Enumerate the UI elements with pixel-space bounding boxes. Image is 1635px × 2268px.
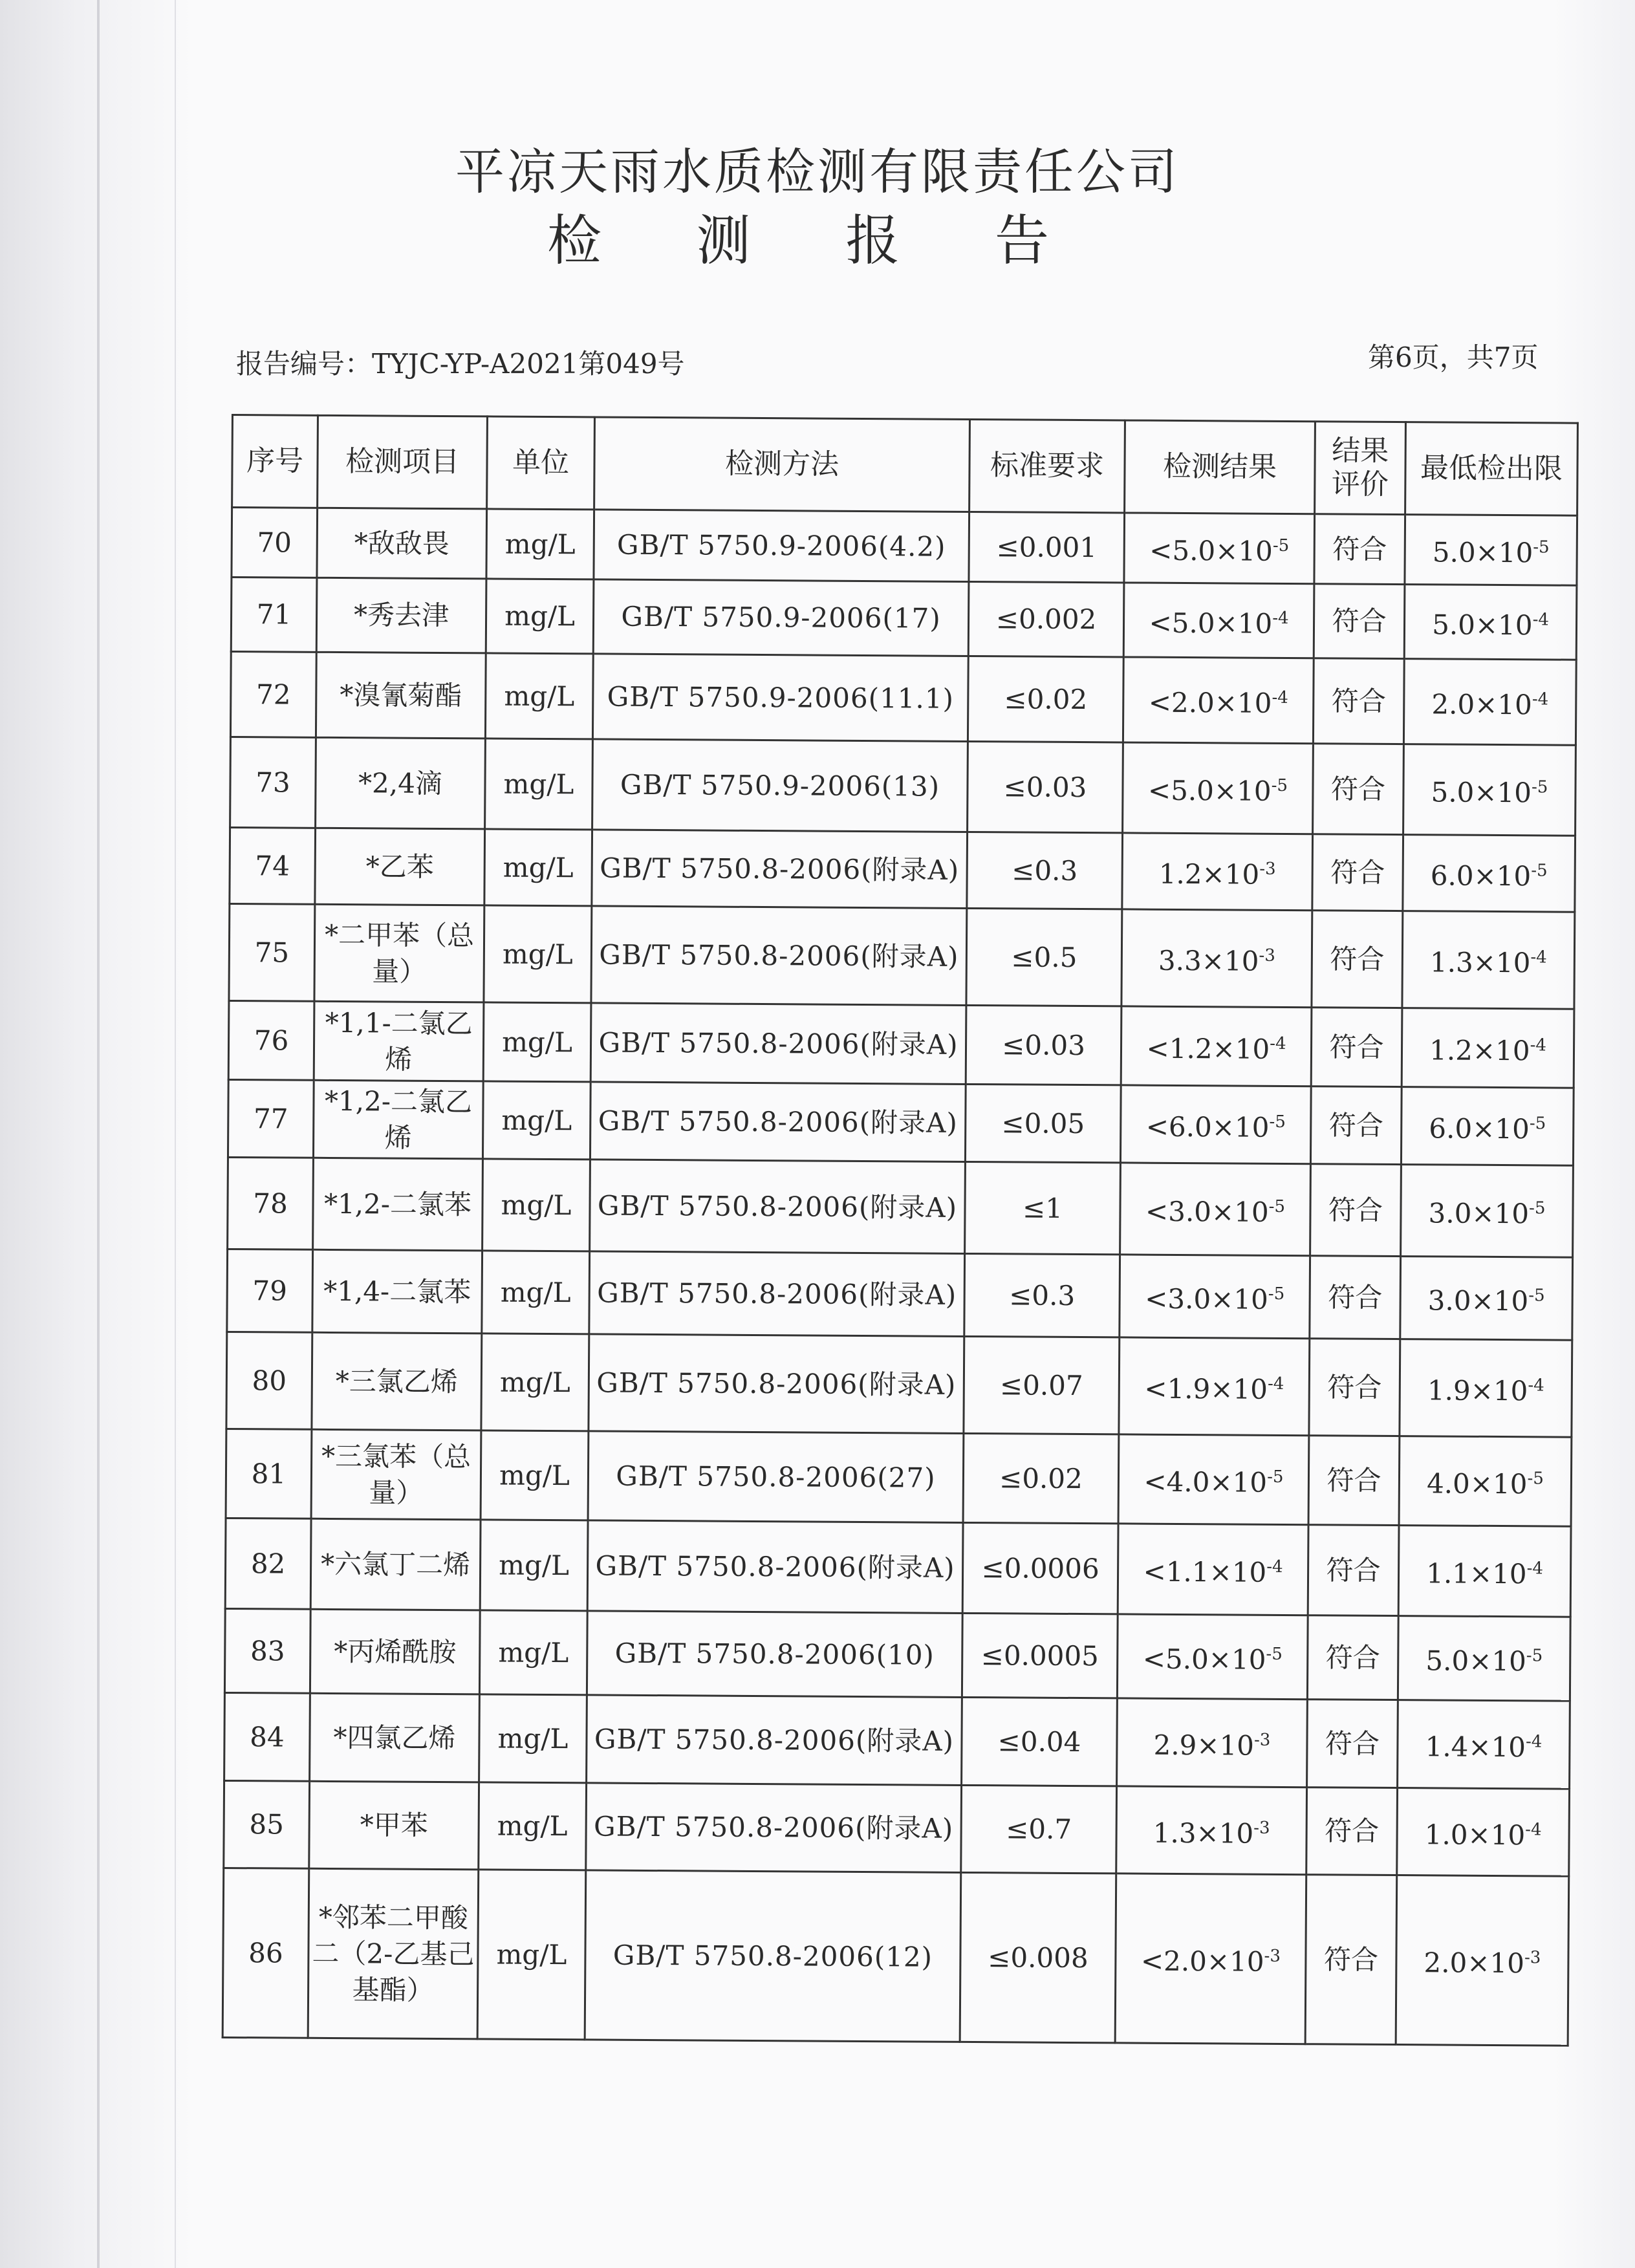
- test-item: *邻苯二甲酸二（2-乙基己基酯）: [308, 1868, 479, 2039]
- test-item: *六氯丁二烯: [310, 1518, 481, 1610]
- row-number: 85: [224, 1780, 310, 1868]
- result-cell: [1123, 742, 1314, 834]
- evaluation-cell: 符合: [1306, 1787, 1398, 1875]
- row-number: 73: [230, 737, 316, 828]
- table-row: [232, 508, 1577, 586]
- col-header-evaluation: 结果评价: [1315, 422, 1406, 515]
- limit-cell-exponent: -5: [1531, 777, 1548, 797]
- result-cell-exponent: -5: [1272, 535, 1290, 556]
- result-cell: [1117, 1614, 1308, 1700]
- standard-cell: ≤0.002: [968, 581, 1124, 656]
- method-cell: GB/T 5750.8-2006(10): [587, 1611, 962, 1698]
- result-cell-mantissa: <2.0×10: [1140, 1945, 1264, 1978]
- result-cell: [1122, 833, 1313, 911]
- standard-cell: ≤1: [965, 1161, 1121, 1254]
- result-cell-mantissa: 1.3×10: [1153, 1817, 1254, 1850]
- limit-cell-exponent: -5: [1527, 1469, 1544, 1489]
- unit-cell: mg/L: [479, 1782, 587, 1870]
- test-item: *1,1-二氯乙烯: [314, 1001, 484, 1081]
- result-cell-exponent: -5: [1266, 1644, 1283, 1664]
- result-cell-mantissa: <5.0×10: [1149, 534, 1273, 567]
- method-cell: GB/T 5750.8-2006(27): [588, 1431, 964, 1523]
- row-number: 77: [228, 1079, 314, 1158]
- result-cell: [1120, 1085, 1311, 1164]
- table-row: [224, 1692, 1570, 1789]
- method-cell: GB/T 5750.8-2006(附录A): [591, 906, 967, 1006]
- standard-cell: ≤0.001: [969, 512, 1125, 582]
- test-item: *秀去津: [316, 578, 486, 653]
- test-item: *2,4滴: [316, 737, 486, 829]
- standard-cell: ≤0.5: [966, 908, 1122, 1006]
- row-number: 82: [225, 1518, 311, 1609]
- result-cell-exponent: -3: [1253, 1818, 1270, 1838]
- unit-cell: mg/L: [482, 1159, 590, 1251]
- result-cell-exponent: -4: [1267, 1374, 1284, 1394]
- method-cell: GB/T 5750.9-2006(13): [592, 739, 968, 832]
- evaluation-cell: 符合: [1310, 1164, 1402, 1257]
- row-number: 80: [226, 1332, 312, 1429]
- row-number: 78: [228, 1157, 314, 1249]
- table-row: [227, 1249, 1573, 1340]
- result-cell-mantissa: <3.0×10: [1145, 1195, 1269, 1228]
- standard-cell: ≤0.07: [964, 1336, 1120, 1434]
- result-cell-mantissa: 2.9×10: [1153, 1729, 1255, 1762]
- evaluation-cell: 符合: [1310, 1086, 1402, 1165]
- standard-cell: ≤0.02: [968, 656, 1123, 742]
- evaluation-cell: 符合: [1312, 834, 1403, 911]
- limit-cell-mantissa: 6.0×10: [1429, 1112, 1530, 1145]
- report-number: 报告编号：TYJC-YP-A2021第049号: [236, 348, 685, 380]
- result-cell: [1119, 1337, 1310, 1436]
- evaluation-cell: 符合: [1310, 1256, 1401, 1339]
- limit-cell: [1398, 1700, 1570, 1789]
- result-cell: [1118, 1434, 1309, 1525]
- test-item: *1,2-二氯乙烯: [313, 1080, 483, 1159]
- test-item: *二甲苯（总量）: [314, 904, 484, 1002]
- limit-cell-exponent: -4: [1525, 1819, 1542, 1839]
- unit-cell: mg/L: [485, 739, 593, 830]
- col-header-result: 检测结果: [1125, 420, 1316, 514]
- limit-cell: [1398, 1526, 1571, 1617]
- test-item: *敌敌畏: [317, 508, 487, 579]
- col-header-method: 检测方法: [594, 417, 970, 512]
- row-number: 71: [231, 578, 317, 653]
- table-row: [224, 1780, 1570, 1876]
- table-row: [224, 1608, 1570, 1701]
- method-cell: GB/T 5750.8-2006(附录A): [590, 1160, 966, 1254]
- row-number: 84: [224, 1692, 310, 1781]
- limit-cell: [1396, 1875, 1569, 2046]
- unit-cell: mg/L: [477, 1870, 586, 2040]
- limit-cell-mantissa: 2.0×10: [1431, 688, 1532, 721]
- page-indicator: 第6页，共7页: [1368, 341, 1539, 373]
- evaluation-cell: 符合: [1305, 1875, 1397, 2045]
- standard-cell: ≤0.0006: [962, 1522, 1118, 1614]
- method-cell: GB/T 5750.8-2006(附录A): [592, 830, 968, 909]
- col-header-unit: 单位: [487, 416, 595, 510]
- standard-cell: ≤0.7: [961, 1785, 1117, 1873]
- evaluation-cell: 符合: [1307, 1700, 1398, 1788]
- limit-cell: [1402, 1008, 1574, 1088]
- table-row: [228, 1079, 1574, 1165]
- limit-cell: [1405, 515, 1577, 586]
- evaluation-cell: 符合: [1313, 658, 1404, 744]
- standard-cell: ≤0.02: [963, 1433, 1119, 1523]
- limit-cell-mantissa: 5.0×10: [1431, 776, 1532, 809]
- standard-cell: ≤0.3: [967, 832, 1123, 909]
- limit-cell-exponent: -4: [1525, 1732, 1543, 1752]
- row-number: 72: [230, 652, 316, 738]
- method-cell: GB/T 5750.8-2006(附录A): [586, 1783, 962, 1873]
- result-cell-mantissa: <1.1×10: [1143, 1555, 1267, 1588]
- result-cell-exponent: -3: [1259, 859, 1276, 879]
- limit-cell-mantissa: 6.0×10: [1430, 859, 1532, 892]
- limit-cell-exponent: -4: [1526, 1559, 1544, 1579]
- result-cell: [1120, 1255, 1310, 1339]
- limit-cell-exponent: -5: [1528, 1198, 1546, 1218]
- col-header-standard: 标准要求: [969, 419, 1125, 512]
- result-cell-exponent: -5: [1271, 775, 1288, 795]
- unit-cell: mg/L: [479, 1694, 587, 1783]
- report-title: 检 测 报 告: [547, 209, 1088, 272]
- result-cell: [1115, 1874, 1306, 2044]
- unit-cell: mg/L: [480, 1520, 588, 1611]
- limit-cell-mantissa: 1.9×10: [1427, 1374, 1528, 1407]
- results-table: [222, 414, 1579, 2047]
- table-row: [231, 578, 1577, 660]
- evaluation-cell: 符合: [1309, 1339, 1400, 1436]
- table-row: [226, 1332, 1572, 1437]
- evaluation-cell: 符合: [1313, 744, 1404, 835]
- limit-cell-exponent: -4: [1528, 1376, 1544, 1396]
- company-name: 平凉天雨水质检测有限责任公司: [455, 143, 1180, 200]
- test-item: *四氯乙烯: [310, 1693, 480, 1782]
- result-cell-mantissa: 3.3×10: [1158, 944, 1259, 977]
- unit-cell: mg/L: [484, 905, 592, 1003]
- method-cell: GB/T 5750.8-2006(附录A): [587, 1695, 962, 1786]
- result-cell: [1116, 1786, 1307, 1875]
- limit-cell-mantissa: 3.0×10: [1427, 1284, 1529, 1317]
- test-item: *1,4-二氯苯: [312, 1249, 482, 1334]
- unit-cell: mg/L: [482, 1251, 590, 1334]
- limit-cell: [1397, 1788, 1570, 1877]
- method-cell: GB/T 5750.8-2006(附录A): [587, 1520, 963, 1614]
- table-row: [225, 1518, 1571, 1617]
- limit-cell-exponent: -4: [1530, 947, 1547, 967]
- limit-cell: [1401, 1087, 1574, 1166]
- result-cell-exponent: -5: [1268, 1284, 1285, 1304]
- unit-cell: mg/L: [486, 579, 594, 654]
- row-number: 74: [230, 827, 316, 904]
- row-number: 70: [232, 508, 318, 578]
- result-cell-exponent: -3: [1264, 1946, 1281, 1966]
- limit-cell: [1400, 1257, 1573, 1341]
- unit-cell: mg/L: [481, 1334, 589, 1431]
- method-cell: GB/T 5750.9-2006(17): [593, 579, 969, 656]
- result-cell: [1121, 909, 1312, 1008]
- limit-cell-exponent: -5: [1533, 537, 1550, 557]
- table-row: [228, 1157, 1574, 1257]
- result-cell-exponent: -4: [1272, 687, 1288, 707]
- standard-cell: ≤0.05: [965, 1084, 1121, 1162]
- result-cell-exponent: -4: [1272, 608, 1289, 628]
- method-cell: GB/T 5750.8-2006(附录A): [589, 1334, 964, 1434]
- result-cell-exponent: -3: [1253, 1730, 1271, 1750]
- limit-cell-exponent: -5: [1526, 1646, 1543, 1666]
- method-cell: GB/T 5750.8-2006(附录A): [590, 1082, 966, 1162]
- result-cell-mantissa: <5.0×10: [1147, 774, 1272, 807]
- test-item: *1,2-二氯苯: [313, 1158, 483, 1251]
- standard-cell: ≤0.3: [964, 1253, 1120, 1337]
- unit-cell: mg/L: [485, 653, 593, 739]
- limit-cell-mantissa: 1.4×10: [1425, 1731, 1526, 1764]
- unit-cell: mg/L: [479, 1610, 587, 1695]
- result-cell-mantissa: <5.0×10: [1142, 1643, 1266, 1676]
- method-cell: GB/T 5750.8-2006(附录A): [589, 1251, 965, 1337]
- limit-cell-mantissa: 4.0×10: [1426, 1467, 1528, 1500]
- result-cell: [1121, 1006, 1312, 1086]
- table-row: [229, 903, 1575, 1009]
- result-cell-exponent: -4: [1266, 1557, 1283, 1577]
- method-cell: GB/T 5750.9-2006(4.2): [594, 510, 969, 582]
- limit-cell-exponent: -3: [1524, 1948, 1541, 1968]
- limit-cell: [1398, 1616, 1570, 1701]
- binding-line: [175, 0, 176, 2268]
- evaluation-cell: 符合: [1314, 584, 1405, 659]
- test-item: *溴氰菊酯: [316, 652, 486, 739]
- limit-cell-exponent: -5: [1531, 861, 1548, 881]
- test-item: *甲苯: [309, 1781, 479, 1870]
- result-cell-mantissa: <2.0×10: [1148, 686, 1272, 719]
- unit-cell: mg/L: [486, 509, 594, 579]
- table-header-row: [232, 415, 1578, 516]
- standard-cell: ≤0.008: [960, 1872, 1116, 2042]
- limit-cell: [1404, 585, 1577, 660]
- result-cell-exponent: -5: [1268, 1196, 1286, 1216]
- row-number: 76: [228, 1000, 314, 1080]
- result-cell: [1120, 1163, 1311, 1256]
- standard-cell: ≤0.03: [968, 741, 1123, 832]
- result-cell-exponent: -3: [1259, 945, 1275, 966]
- row-number: 81: [226, 1429, 312, 1518]
- unit-cell: mg/L: [482, 1081, 590, 1160]
- limit-cell-mantissa: 1.1×10: [1426, 1557, 1527, 1590]
- result-cell-mantissa: 1.2×10: [1158, 858, 1260, 891]
- table-row: [230, 827, 1575, 912]
- limit-cell: [1403, 835, 1575, 913]
- evaluation-cell: 符合: [1312, 911, 1403, 1008]
- result-cell: [1123, 583, 1314, 658]
- result-cell-exponent: -5: [1267, 1467, 1284, 1487]
- table-row: [228, 1000, 1574, 1088]
- result-cell-mantissa: <5.0×10: [1149, 607, 1273, 640]
- limit-cell: [1403, 744, 1576, 836]
- result-cell-mantissa: <4.0×10: [1143, 1465, 1268, 1498]
- row-number: 79: [227, 1249, 313, 1332]
- evaluation-cell: 符合: [1308, 1525, 1399, 1616]
- limit-cell-exponent: -5: [1529, 1114, 1546, 1134]
- binding-shadow: [97, 0, 100, 2268]
- limit-cell-mantissa: 5.0×10: [1432, 536, 1533, 569]
- evaluation-cell: 符合: [1311, 1008, 1402, 1087]
- method-cell: GB/T 5750.8-2006(附录A): [590, 1003, 966, 1085]
- table-row: [230, 652, 1576, 746]
- limit-cell-mantissa: 3.0×10: [1428, 1197, 1530, 1230]
- standard-cell: ≤0.0005: [962, 1613, 1118, 1698]
- result-cell-mantissa: <3.0×10: [1145, 1282, 1268, 1315]
- limit-cell: [1399, 1436, 1572, 1527]
- test-item: *三氯苯（总量）: [311, 1429, 481, 1520]
- evaluation-cell: 符合: [1307, 1615, 1398, 1700]
- col-header-limit: 最低检出限: [1405, 422, 1578, 516]
- method-cell: GB/T 5750.8-2006(12): [585, 1870, 961, 2042]
- table-row: [230, 737, 1576, 836]
- result-cell: [1124, 513, 1315, 584]
- limit-cell: [1403, 659, 1576, 746]
- unit-cell: mg/L: [481, 1431, 589, 1520]
- col-header-no: 序号: [232, 415, 318, 508]
- result-cell-exponent: -5: [1269, 1112, 1286, 1132]
- result-cell: [1117, 1698, 1308, 1787]
- test-item: *乙苯: [315, 828, 485, 905]
- limit-cell: [1402, 911, 1575, 1010]
- evaluation-cell: 符合: [1308, 1436, 1400, 1526]
- limit-cell-exponent: -4: [1532, 689, 1549, 709]
- row-number: 75: [229, 903, 315, 1001]
- limit-cell-mantissa: 5.0×10: [1432, 608, 1533, 641]
- limit-cell-exponent: -4: [1530, 1035, 1547, 1055]
- result-cell-exponent: -4: [1270, 1033, 1286, 1053]
- limit-cell-mantissa: 1.0×10: [1424, 1818, 1526, 1851]
- test-item: *三氯乙烯: [312, 1332, 482, 1431]
- row-number: 86: [222, 1868, 309, 2038]
- table-row: [222, 1868, 1569, 2046]
- result-cell-mantissa: <1.2×10: [1146, 1032, 1270, 1065]
- unit-cell: mg/L: [484, 829, 592, 906]
- row-number: 83: [224, 1608, 310, 1693]
- result-cell: [1123, 657, 1314, 744]
- limit-cell: [1401, 1165, 1574, 1258]
- standard-cell: ≤0.03: [966, 1005, 1121, 1085]
- result-cell: [1118, 1524, 1308, 1615]
- limit-cell-exponent: -5: [1528, 1286, 1545, 1306]
- result-cell-mantissa: <6.0×10: [1145, 1110, 1270, 1143]
- result-cell-mantissa: <1.9×10: [1144, 1372, 1268, 1405]
- standard-cell: ≤0.04: [962, 1697, 1118, 1786]
- limit-cell-mantissa: 2.0×10: [1424, 1947, 1525, 1980]
- limit-cell: [1400, 1339, 1572, 1438]
- method-cell: GB/T 5750.9-2006(11.1): [592, 654, 968, 742]
- test-item: *丙烯酰胺: [310, 1609, 480, 1694]
- table-row: [226, 1429, 1572, 1526]
- evaluation-cell: 符合: [1314, 514, 1405, 585]
- limit-cell-exponent: -4: [1532, 609, 1550, 629]
- unit-cell: mg/L: [483, 1002, 591, 1082]
- col-header-item: 检测项目: [318, 415, 488, 509]
- limit-cell-mantissa: 1.2×10: [1429, 1034, 1530, 1067]
- limit-cell-mantissa: 5.0×10: [1425, 1645, 1526, 1678]
- limit-cell-mantissa: 1.3×10: [1429, 946, 1531, 979]
